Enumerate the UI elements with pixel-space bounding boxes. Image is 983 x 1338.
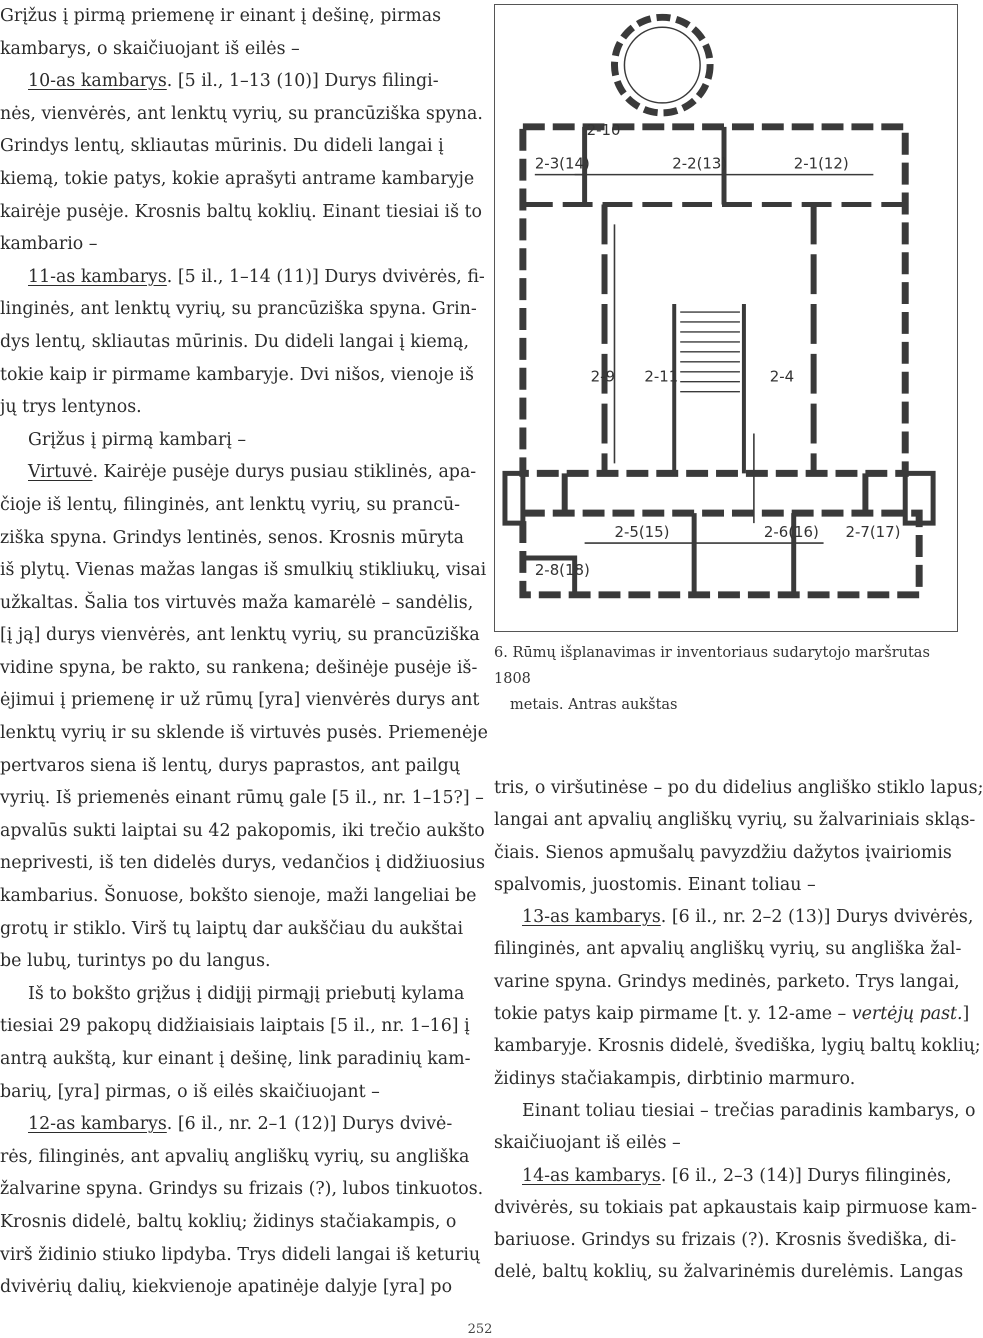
line-text: delė, baltų koklių, su žalvarinėmis durelėmis. Langas <box>494 1262 964 1283</box>
text-line <box>0 489 468 522</box>
text-line <box>494 1160 962 1192</box>
line-text: filinginės, ant apvalių angliškų vyrių, su angliška žal- <box>494 939 962 960</box>
room-label: 2-3(14) <box>534 154 590 173</box>
text-line <box>494 1095 976 1127</box>
line-text: be lubų, turintys po du langus. <box>0 951 271 972</box>
text-line <box>0 880 477 913</box>
text-line <box>0 1271 468 1304</box>
text-line <box>0 1239 481 1272</box>
tower-outline <box>614 17 710 113</box>
room-label: 2-4 <box>769 367 795 386</box>
text-line <box>0 65 468 98</box>
room-label: 2-1(12) <box>793 154 849 173</box>
line-text: vidine spyna, be rakto, su rankena; dešinėje pusėje iš- <box>0 657 478 678</box>
line-text: antrą aukštą, kur einant į dešinę, link paradinių kam- <box>0 1049 471 1069</box>
text-line <box>0 163 475 196</box>
text-line <box>0 1108 468 1141</box>
line-text: čiais. Sienos apmušalų pavyzdžiu dažytos įvairiomis <box>494 842 952 863</box>
line-text: tokie kaip ir pirmame kambaryje. Dvi nišos, vienoje iš <box>0 364 474 385</box>
text-line <box>0 522 468 555</box>
line-text: kiemą, tokie patys, kokie aprašyti antrame kambaryje <box>0 168 475 189</box>
room-heading: Virtuvė <box>28 462 93 483</box>
figure-caption <box>494 640 960 718</box>
text-line <box>494 1030 981 1062</box>
text-line <box>0 456 477 489</box>
text-line <box>0 652 478 685</box>
italic-note: vertėjų past. <box>851 1004 963 1025</box>
text-line <box>494 901 974 933</box>
text-line <box>0 1043 471 1076</box>
line-text: tris, o viršutinėse – po du didelius angliško stiklo lapus; <box>494 778 983 798</box>
line-text: apvalūs sukti laiptai su 42 pakopomis, iki trečio aukšto <box>0 820 485 841</box>
text-line <box>0 293 477 326</box>
line-text: kambaryje. Krosnis didelė, švediška, lygių baltų koklių; <box>494 1036 981 1057</box>
line-text: varine spyna. Grindys medinės, parketo. Trys langai, <box>494 971 960 992</box>
text-line <box>0 228 468 261</box>
floor-plan-drawing <box>495 5 957 631</box>
text-line <box>494 1063 962 1095</box>
tower-inner <box>624 27 700 103</box>
text-line <box>494 998 970 1030</box>
room-label: 2-5(15) <box>614 523 670 542</box>
line-text: žalvarine spyna. Grindys su frizais (?), lubos tinkuotos. <box>0 1179 484 1200</box>
text-line <box>494 837 962 869</box>
line-text: židinys stačiakampis, dirbtinio marmuro. <box>494 1068 856 1089</box>
line-text: bariuose. Grindys su frizais (?). Krosnis švediška, di- <box>494 1230 957 1251</box>
right-text-column <box>494 772 983 1289</box>
line-text: skaičiuojant iš eilės – <box>494 1133 681 1154</box>
left-text-column <box>0 0 488 1304</box>
outer-wall <box>523 127 905 474</box>
text-line <box>0 196 482 229</box>
text-line <box>494 1127 962 1159</box>
line-text: Iš to bokšto grįžus į didįjį pirmąjį priebutį kylama <box>28 983 465 1004</box>
text-line <box>0 847 486 880</box>
line-text: nės, vienvėrės, ant lenktų vyrių, su prancūziška spyna. <box>0 103 483 124</box>
text-line <box>0 359 474 392</box>
line-text: Grįžus į pirmą priemenę ir einant į dešinę, pirmas <box>0 6 442 26</box>
text-line <box>0 1010 468 1043</box>
text-line <box>0 684 480 717</box>
room-heading: 11-as kambarys <box>28 266 167 287</box>
text-line <box>494 772 983 804</box>
text-line <box>0 554 487 587</box>
text-line <box>494 966 962 998</box>
line-text: tiesiai 29 pakopų didžiaisiais laiptais [5 il., nr. 1–16] į <box>0 1016 470 1037</box>
text-line <box>0 1206 468 1239</box>
text-line <box>0 1141 468 1174</box>
line-text: iš plytų. Vienas mažas langas iš smulkių stikliukų, visai <box>0 560 487 581</box>
line-text: neprivesti, iš ten didelės durys, vedančios į didžiuosius <box>0 853 486 874</box>
text-line <box>0 619 480 652</box>
room-label: 2-9 <box>590 367 615 386</box>
text-line <box>0 261 485 294</box>
text-line <box>0 0 468 33</box>
line-text: Einant toliau tiesiai – trečias paradinis kambarys, o <box>522 1100 976 1121</box>
line-text: grotų ir stiklo. Virš tų laiptų dar aukščiau du aukštai <box>0 918 464 939</box>
line-text: barių, [yra] pirmas, o iš eilės skaičiuojant – <box>0 1081 380 1102</box>
line-text: Grindys lentų, skliautas mūrinis. Du dideli langai į <box>0 136 444 157</box>
text-line <box>0 782 484 815</box>
line-text: tokie patys kaip pirmame [t. y. 12-ame – <box>494 1004 852 1025</box>
room-heading: 14-as kambarys <box>522 1165 661 1186</box>
room-heading: 10-as kambarys <box>28 71 167 92</box>
text-line <box>0 1173 484 1206</box>
text-line <box>0 424 468 457</box>
text-line <box>494 869 962 901</box>
text-line <box>0 391 468 424</box>
line-text: Grįžus į pirmą kambarį – <box>28 429 247 450</box>
caption-line: 6. Rūmų išplanavimas ir inventoriaus sudarytojo maršrutas 1808 <box>494 645 930 687</box>
text-line <box>494 804 976 836</box>
line-text: . [5 il., 1–13 (10)] Durys filingi- <box>166 71 439 92</box>
line-text: ėjimui į priemenę ir už rūmų [yra] vienvėrės durys ant <box>0 690 480 711</box>
caption-line: metais. Antras aukštas <box>510 697 678 713</box>
line-text: [į ją] durys vienvėrės, ant lenktų vyrių, su prancūziška <box>0 625 480 646</box>
text-line <box>0 1076 468 1109</box>
line-text: . [6 il., 2–3 (14)] Durys filinginės, <box>660 1165 952 1186</box>
line-text: vyrių. Iš priemenės einant rūmų gale [5 il., nr. 1–15?] – <box>0 788 484 809</box>
line-text: rės, filinginės, ant apvalių angliškų vyrių, su angliška <box>0 1146 470 1167</box>
text-line <box>494 1256 962 1288</box>
line-text: dys lentų, skliautas mūrinis. Du dideli langai į kiemą, <box>0 331 470 352</box>
line-tail: ] <box>962 1004 970 1025</box>
line-text: ziška spyna. Grindys lentinės, senos. Krosnis mūryta <box>0 527 465 548</box>
floor-plan-figure <box>494 4 958 632</box>
room-label: 2-8(18) <box>534 560 590 579</box>
text-line <box>0 815 485 848</box>
room-heading: 13-as kambarys <box>522 907 661 928</box>
line-text: kambarys, o skaičiuojant iš eilės – <box>0 38 300 59</box>
text-line <box>0 130 468 163</box>
line-text: Krosnis didelė, baltų koklių; židinys stačiakampis, o <box>0 1211 457 1232</box>
text-line <box>0 945 468 978</box>
line-text: lenktų vyrių ir su sklende iš virtuvės pusės. Priemenėje <box>0 723 488 744</box>
line-text: virš židinio stiuko lipdyba. Trys dideli langai iš keturių <box>0 1244 481 1265</box>
text-line <box>0 587 474 620</box>
line-text: kambario – <box>0 234 98 255</box>
room-label: 2-10 <box>586 120 621 139</box>
line-text: . [6 il., nr. 2–1 (12)] Durys dvivė- <box>166 1114 453 1135</box>
line-text: langai ant apvalių angliškų vyrių, su žalvariniais skląs- <box>494 810 976 831</box>
text-line <box>0 717 488 750</box>
room-label: 2-2(13) <box>672 154 728 173</box>
text-line <box>494 1192 978 1224</box>
page-number: 252 <box>467 1322 493 1337</box>
text-line <box>0 978 468 1011</box>
room-label: 2-7(17) <box>845 523 901 542</box>
text-line <box>0 326 468 359</box>
room-label: 2-6(16) <box>763 523 819 542</box>
line-text: . [5 il., 1–14 (11)] Durys dvivėrės, fi- <box>166 266 485 287</box>
line-text: užkaltas. Šalia tos virtuvės maža kamarėlė – sandėlis, <box>0 592 474 613</box>
text-line <box>0 33 468 66</box>
room-label: 2-11 <box>644 367 679 386</box>
room-heading: 12-as kambarys <box>28 1114 167 1135</box>
text-line <box>0 913 468 946</box>
line-text: dvivėrės, su tokiais pat apkaustais kaip pirmuose kam- <box>494 1197 978 1218</box>
line-text: dvivėrių dalių, kiekvienoje apatinėje dalyje [yra] po <box>0 1277 453 1298</box>
text-line <box>0 98 483 131</box>
line-text: kambarius. Šonuose, bokšto sienoje, maži langeliai be <box>0 886 477 907</box>
line-text: čioje iš lentų, filinginės, ant lenktų vyrių, su prancū- <box>0 494 461 515</box>
line-text: spalvomis, juostomis. Einant toliau – <box>494 874 816 895</box>
line-text: pertvaros siena iš lentų, durys paprastos, ant pailgų <box>0 755 460 776</box>
text-line <box>494 933 962 965</box>
line-text: kairėje pusėje. Krosnis baltų koklių. Einant tiesiai iš to <box>0 201 482 222</box>
text-line <box>0 750 468 783</box>
text-line <box>494 1224 962 1256</box>
line-text: jų trys lentynos. <box>0 397 142 418</box>
line-text: . [6 il., nr. 2–2 (13)] Durys dvivėrės, <box>660 907 974 928</box>
line-text: linginės, ant lenktų vyrių, su prancūziška spyna. Grin- <box>0 299 477 320</box>
line-text: . Kairėje pusėje durys pusiau stiklinės, apa- <box>92 462 477 483</box>
